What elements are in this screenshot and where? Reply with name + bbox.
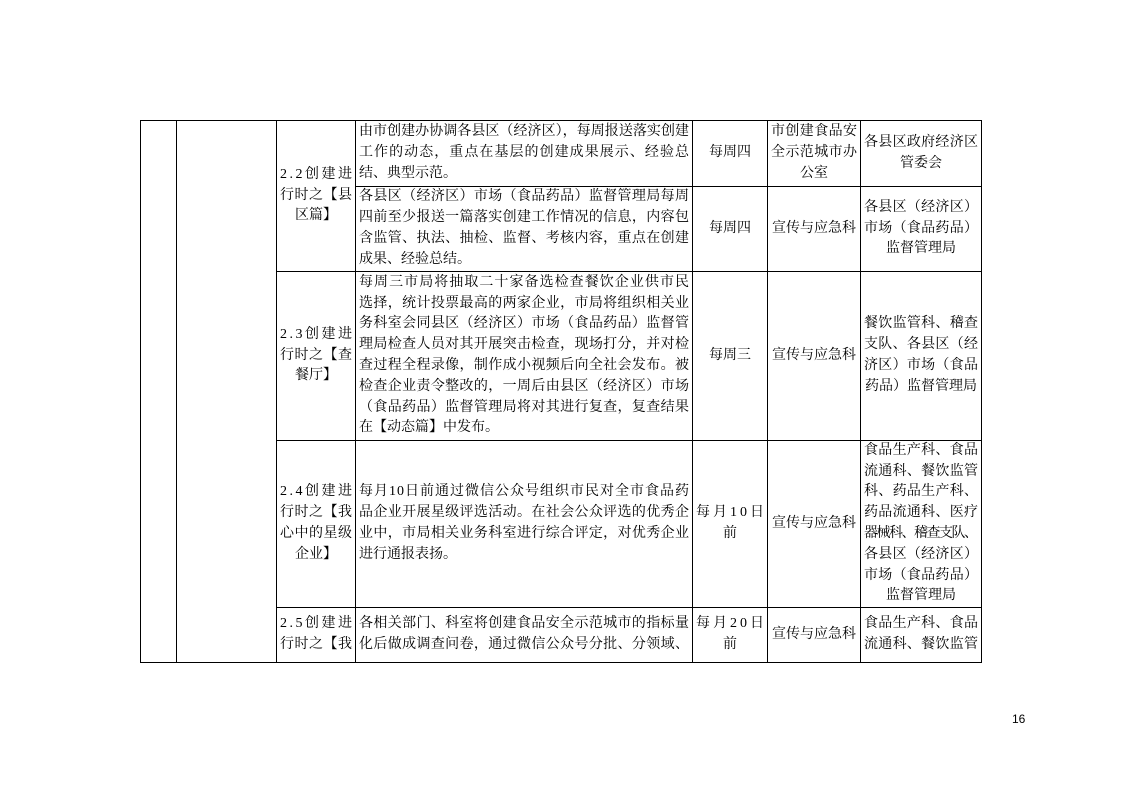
time-cell	[693, 187, 768, 272]
text-line: 济区）市场（食品	[864, 358, 979, 373]
text-line: 区篇】	[295, 208, 337, 224]
text-line: 每月20日	[696, 616, 767, 632]
text-line: 结、典型示范。	[359, 165, 457, 181]
text-line: 每周四	[709, 220, 751, 236]
text-line: 每周三	[709, 347, 751, 363]
item-cell	[277, 121, 356, 272]
text-line: 市场（食品药品）	[864, 567, 979, 583]
text-line: 前	[723, 526, 737, 541]
text-line: 监督管理局	[886, 241, 956, 257]
text-line: （食品药品）监督管理局将对其进行复查，复查结果	[359, 399, 690, 415]
description-cell	[356, 121, 693, 187]
page-number: 16	[1012, 712, 1026, 726]
text-line: 流通科、餐饮监管	[864, 637, 979, 652]
partner-units-cell	[861, 187, 982, 272]
text-line: 每月10日前通过微信公众号组织市民对全市食品药	[359, 484, 690, 500]
text-line: 宣传与应急科	[772, 515, 856, 531]
text-line: 企业】	[295, 546, 337, 562]
text-line: 流通科、餐饮监管	[864, 463, 979, 479]
text-line: 行时之【县	[280, 187, 353, 203]
text-line: 工作的动态，重点在基层的创建成果展示、经验总	[359, 145, 691, 161]
text-line: 宣传与应急科	[772, 347, 856, 363]
text-line: 选择，统计投票最高的两家企业，市局将组织相关业	[359, 295, 690, 311]
text-line: 食品生产科、食品	[864, 616, 979, 632]
item-cell	[277, 608, 356, 663]
text-line: 进行通报表扬。	[359, 546, 457, 562]
text-line: 各县区政府经济区	[864, 134, 979, 150]
text-line: 餐厅】	[295, 368, 337, 384]
text-line: 各县区（经济区）市场（食品药品）监督管理局每周	[359, 189, 690, 205]
text-line: 每周四	[709, 145, 751, 161]
text-line: 含监管、执法、抽检、监督、考核内容，重点在创建	[359, 231, 690, 246]
time-cell	[693, 441, 768, 608]
partner-units-cell	[861, 441, 982, 608]
text-line: 各相关部门、科室将创建食品安全示范城市的指标量	[359, 616, 690, 632]
text-line: 宣传与应急科	[772, 220, 856, 236]
text-line: 心中的星级	[280, 526, 353, 541]
text-line: 各县区（经济区）	[864, 546, 979, 562]
text-line: 2.2创建进	[280, 166, 355, 182]
text-line: 行时之【我	[280, 505, 353, 521]
text-line: 管委会	[900, 155, 942, 171]
text-line: 器械科、稽查支队、	[864, 526, 977, 541]
description-cell	[356, 608, 693, 663]
partner-units-cell	[861, 272, 982, 441]
lead-unit-cell	[768, 608, 861, 663]
text-line: 查过程全程录像，制作成小视频后向全社会发布。被	[359, 358, 690, 373]
text-line: 行时之【我	[280, 637, 353, 652]
text-line: 全示范城市办	[771, 145, 858, 161]
lead-unit-cell	[768, 121, 861, 187]
time-cell	[693, 608, 768, 663]
text-line: 由市创建办协调各县区（经济区），每周报送落实创建	[359, 124, 690, 140]
text-line: 品企业开展星级评选活动。在社会公众评选的优秀企	[359, 505, 690, 521]
lead-unit-cell	[768, 272, 861, 441]
text-line: 成果、经验总结。	[359, 251, 471, 267]
text-line: 科、药品生产科、	[864, 484, 979, 500]
text-line: 业中，市局相关业务科室进行综合评定，对优秀企业	[359, 526, 690, 541]
text-line: 检查企业责令整改的，一周后由县区（经济区）市场	[359, 378, 690, 394]
work-plan-table	[140, 120, 982, 663]
text-line: 宣传与应急科	[772, 626, 856, 642]
text-line: 2.5创建进	[280, 616, 355, 632]
text-line: 2.4创建进	[280, 484, 355, 500]
empty-cell	[141, 121, 177, 663]
text-line: 药品）监督管理局	[865, 378, 977, 394]
text-line: 四前至少报送一篇落实创建工作情况的信息，内容包	[359, 210, 690, 226]
text-line: 行时之【查	[280, 347, 353, 363]
text-line: 监督管理局	[886, 588, 956, 604]
text-line: 支队、各县区（经	[864, 337, 979, 353]
description-cell	[356, 187, 693, 272]
text-line: 理局检查人员对其开展突击检查，现场打分，并对检	[359, 337, 690, 353]
text-line: 公室	[800, 165, 828, 181]
partner-units-cell	[861, 608, 982, 663]
text-line: 化后做成调查问卷，通过微信公众号分批、分领域、	[359, 637, 690, 652]
empty-cell	[177, 121, 277, 663]
text-line: 市创建食品安	[771, 124, 858, 140]
text-line: 每周三市局将抽取二十家备选检查餐饮企业供市民	[359, 274, 691, 290]
lead-unit-cell	[768, 187, 861, 272]
text-line: 2.3创建进	[280, 326, 355, 342]
partner-units-cell	[861, 121, 982, 187]
text-line: 食品生产科、食品	[864, 442, 979, 458]
time-cell	[693, 272, 768, 441]
text-line: 餐饮监管科、稽查	[864, 316, 979, 332]
text-line: 务科室会同县区（经济区）市场（食品药品）监督管	[359, 316, 690, 332]
text-line: 前	[723, 637, 737, 652]
text-line: 在【动态篇】中发布。	[359, 420, 499, 436]
description-cell	[356, 441, 693, 608]
time-cell	[693, 121, 768, 187]
description-cell	[356, 272, 693, 441]
text-line: 市场（食品药品）	[864, 220, 979, 236]
lead-unit-cell	[768, 441, 861, 608]
text-line: 每月10日	[696, 505, 767, 521]
text-line: 药品流通科、医疗	[864, 505, 979, 521]
item-cell	[277, 272, 356, 441]
item-cell	[277, 441, 356, 608]
text-line: 各县区（经济区）	[864, 199, 979, 215]
